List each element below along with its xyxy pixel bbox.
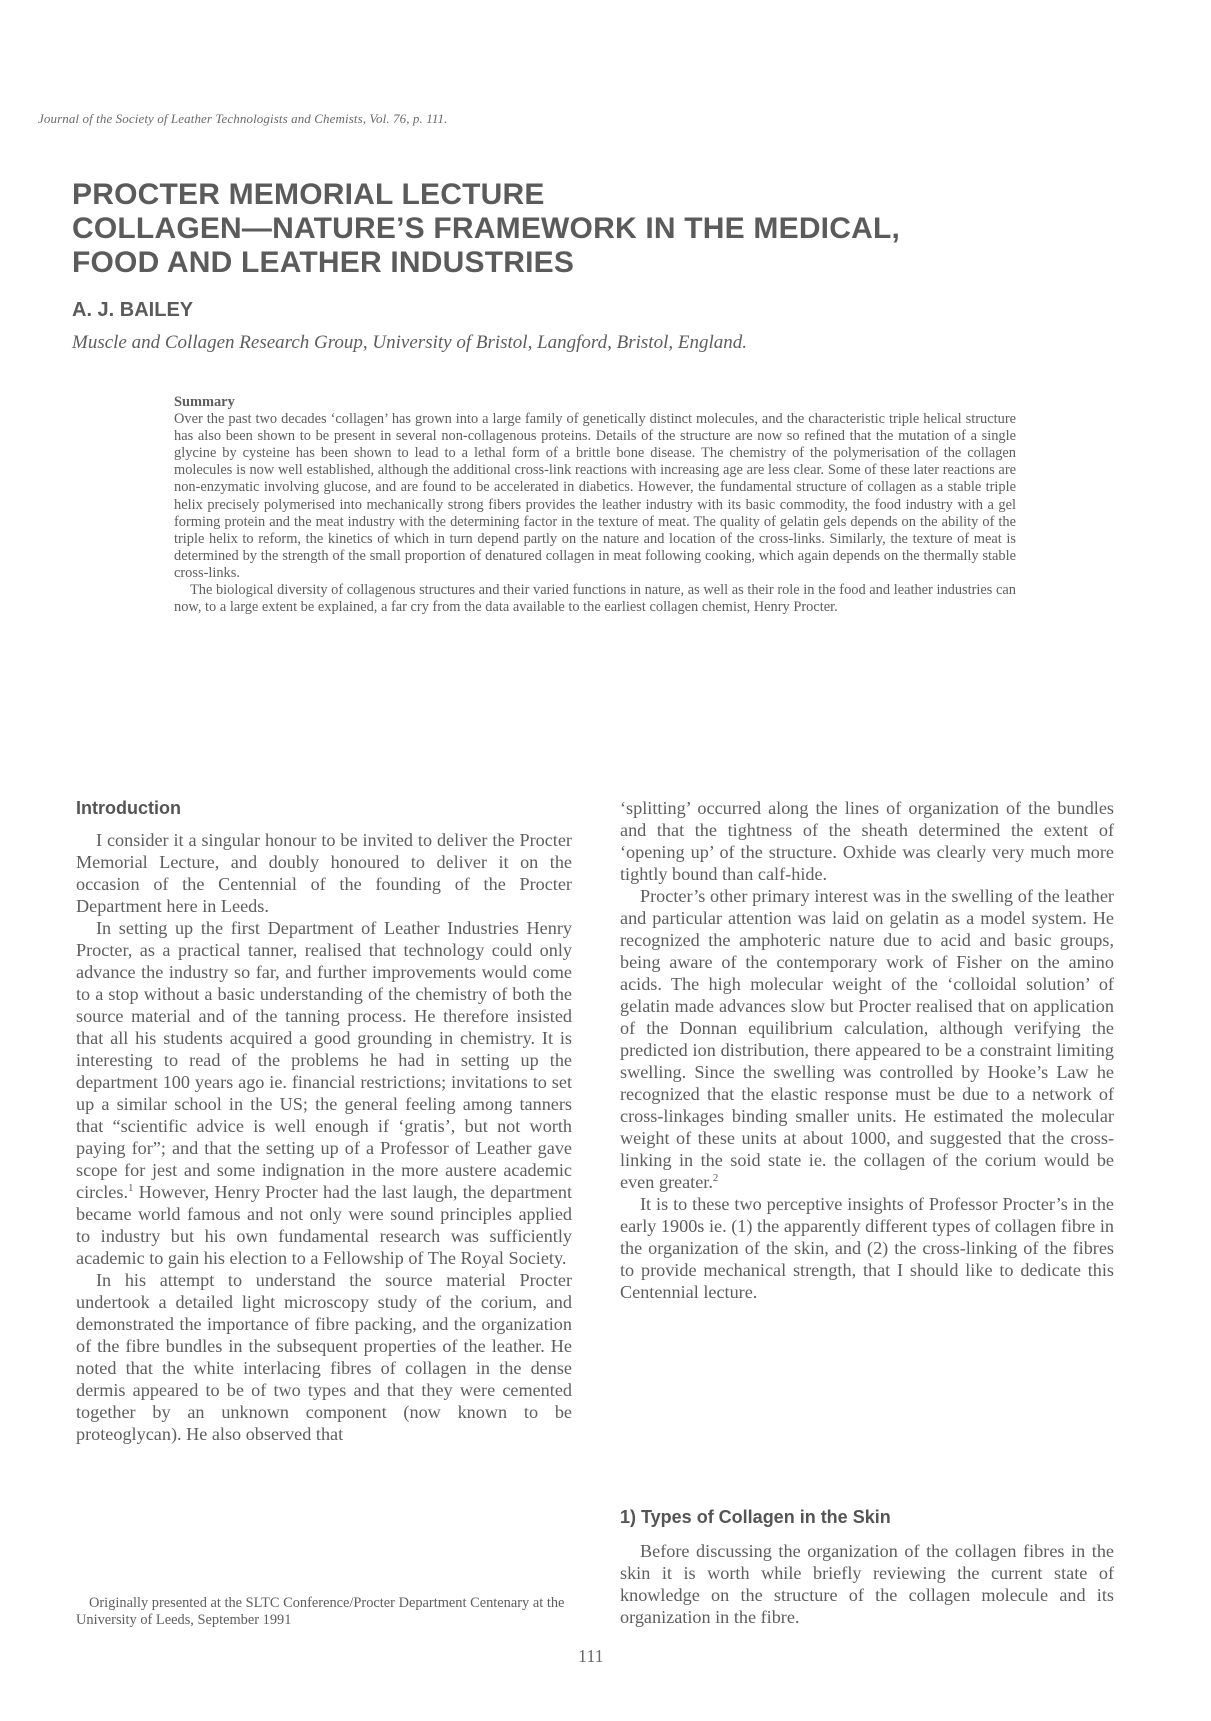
body-paragraph: I consider it a singular honour to be invited to deliver the Procter Memorial Lecture, and doubly honoured to deliver it on the occasion of the Centennial of the founding of the Procter Department here in Leeds. [76,830,572,916]
summary-heading: Summary [174,394,235,410]
right-column [620,797,1114,1303]
journal-citation: Journal of the Society of Leather Technologists and Chemists, Vol. 76, p. 111. [38,111,448,126]
left-column [76,797,572,1445]
body-paragraph [620,885,1114,1193]
summary-paragraph: Over the past two decades ‘collagen’ has grown into a large family of genetically distinct molecules, and the characteristic triple helical structure has also been shown to be present in several non-collagenous proteins. Details of the structure are now so refined that the mutation of a single glycine by cysteine has been shown to lead to a lethal form of a brittle bone disease. The chemistry of the polymerisation of the collagen molecules is now well established, although the additional cross-link reactions with increasing age are less clear. Some of these later reactions are non-enzymatic involving glucose, and are found to be accelerated in diabetics. However, the fundamental structure of collagen as a stable triple helix precisely polymerised into mechanically strong fibers provides the leather industry with its basic commodity, the food industry with a gel forming protein and the meat industry with the determining factor in the texture of meat. The quality of gelatin gels depends on the ability of the triple helix to reform, the kinetics of which in turn depend partly on the nature and location of the cross-links. Similarly, the texture of meat is determined by the strength of the small proportion of denatured collagen in meat following cooking, which again depends on the thermally stable cross-links. [174,411,1016,581]
section-heading-types-of-collagen: 1) Types of Collagen in the Skin [620,1507,891,1527]
title-line: PROCTER MEMORIAL LECTURE [72,178,545,211]
body-paragraph: Before discussing the organization of the collagen fibres in the skin it is worth while briefly reviewing the current state of knowledge on the structure of the collagen molecule and its organization in the fibre. [620,1541,1114,1627]
title-line: FOOD AND LEATHER INDUSTRIES [72,246,575,279]
summary-paragraph: The biological diversity of collagenous structures and their varied functions in nature, as well as their role in the food and leather industries can now, to a large extent be explained, a far cry from the data available to the earliest collagen chemist, Henry Procter. [174,582,1016,616]
author-affiliation: Muscle and Collagen Research Group, University of Bristol, Langford, Bristol, England. [72,332,747,353]
body-paragraph: ‘splitting’ occurred along the lines of organization of the bundles and that the tightness of the sheath determined the extent of ‘opening up’ of the structure. Oxhide was clearly very much more tightly bound than calf-hide. [620,798,1114,884]
body-paragraph: In his attempt to understand the source material Procter undertook a detailed light microscopy study of the corium, and demonstrated the importance of fibre packing, and the organization of the fibre bundles in the subsequent properties of the leather. He noted that the white interlacing fibres of collagen in the dense dermis appeared to be of two types and that they were cemented together by an unknown component (now known to be proteoglycan). He also observed that [76,1270,572,1444]
article-title [72,178,900,280]
title-line: COLLAGEN—NATURE’S FRAMEWORK IN THE MEDICAL, [72,212,901,245]
section-body [620,1540,1114,1628]
summary-section [174,394,1016,616]
paragraph-text: However, Henry Procter had the last laugh, the department became world famous and not only were sound principles applied to industry but his own fundamental research was sufficiently academic to gain his election to a Fellowship of The Royal Society. [76,1182,572,1268]
reference-marker: 2 [712,1171,719,1184]
body-paragraph: It is to these two perceptive insights of Professor Procter’s in the early 1900s ie. (1) the apparently different types of collagen fibre in the organization of the skin, and (2) the cross-linking of the fibres to provide mechanical strength, that I should like to dedicate this Centennial lecture. [620,1194,1114,1302]
footnote-text: Originally presented at the SLTC Conference/Procter Department Centenary at the University of Leeds, September 1991 [76,1595,565,1628]
footnote [76,1595,572,1629]
page-number: 111 [578,1646,604,1666]
paragraph-text: Procter’s other primary interest was in the swelling of the leather and particular attention was laid on gelatin as a model system. He recognized the amphoteric nature due to acid and basic groups, being aware of the contemporary work of Fisher on the amino acids. The high molecular weight of the ‘colloidal solution’ of gelatin made advances slow but Procter realised that on application of the Donnan equilibrium calculation, although verifying the predicted ion distribution, there appeared to be a constraint limiting swelling. Since the swelling was controlled by Hooke’s Law he recognized that the elastic response must be due to a network of cross-linkages binding smaller units. He estimated the molecular weight of these units at about 1000, and suggested that the cross-linking in the soid state ie. the collagen of the corium would be even greater. [620,886,1114,1192]
paragraph-text: In setting up the first Department of Leather Industries Henry Procter, as a practical tanner, realised that technology could only advance the industry so far, and further improvements would come to a stop without a basic understanding of the chemistry of both the source material and of the tanning process. He therefore insisted that all his students acquired a good grounding in chemistry. It is interesting to read of the problems he had in setting up the department 100 years ago ie. financial restrictions; invitations to set up a similar school in the US; the general feeling among tanners that “scientific advice is well enough if ‘gratis’, but not worth paying for”; and that the setting up of a Professor of Leather gave scope for jest and some indignation in the more austere academic circles. [76,918,572,1202]
body-paragraph [76,917,572,1269]
reference-marker: 1 [128,1181,134,1194]
introduction-heading: Introduction [76,798,181,818]
author-name: A. J. BAILEY [72,299,194,321]
